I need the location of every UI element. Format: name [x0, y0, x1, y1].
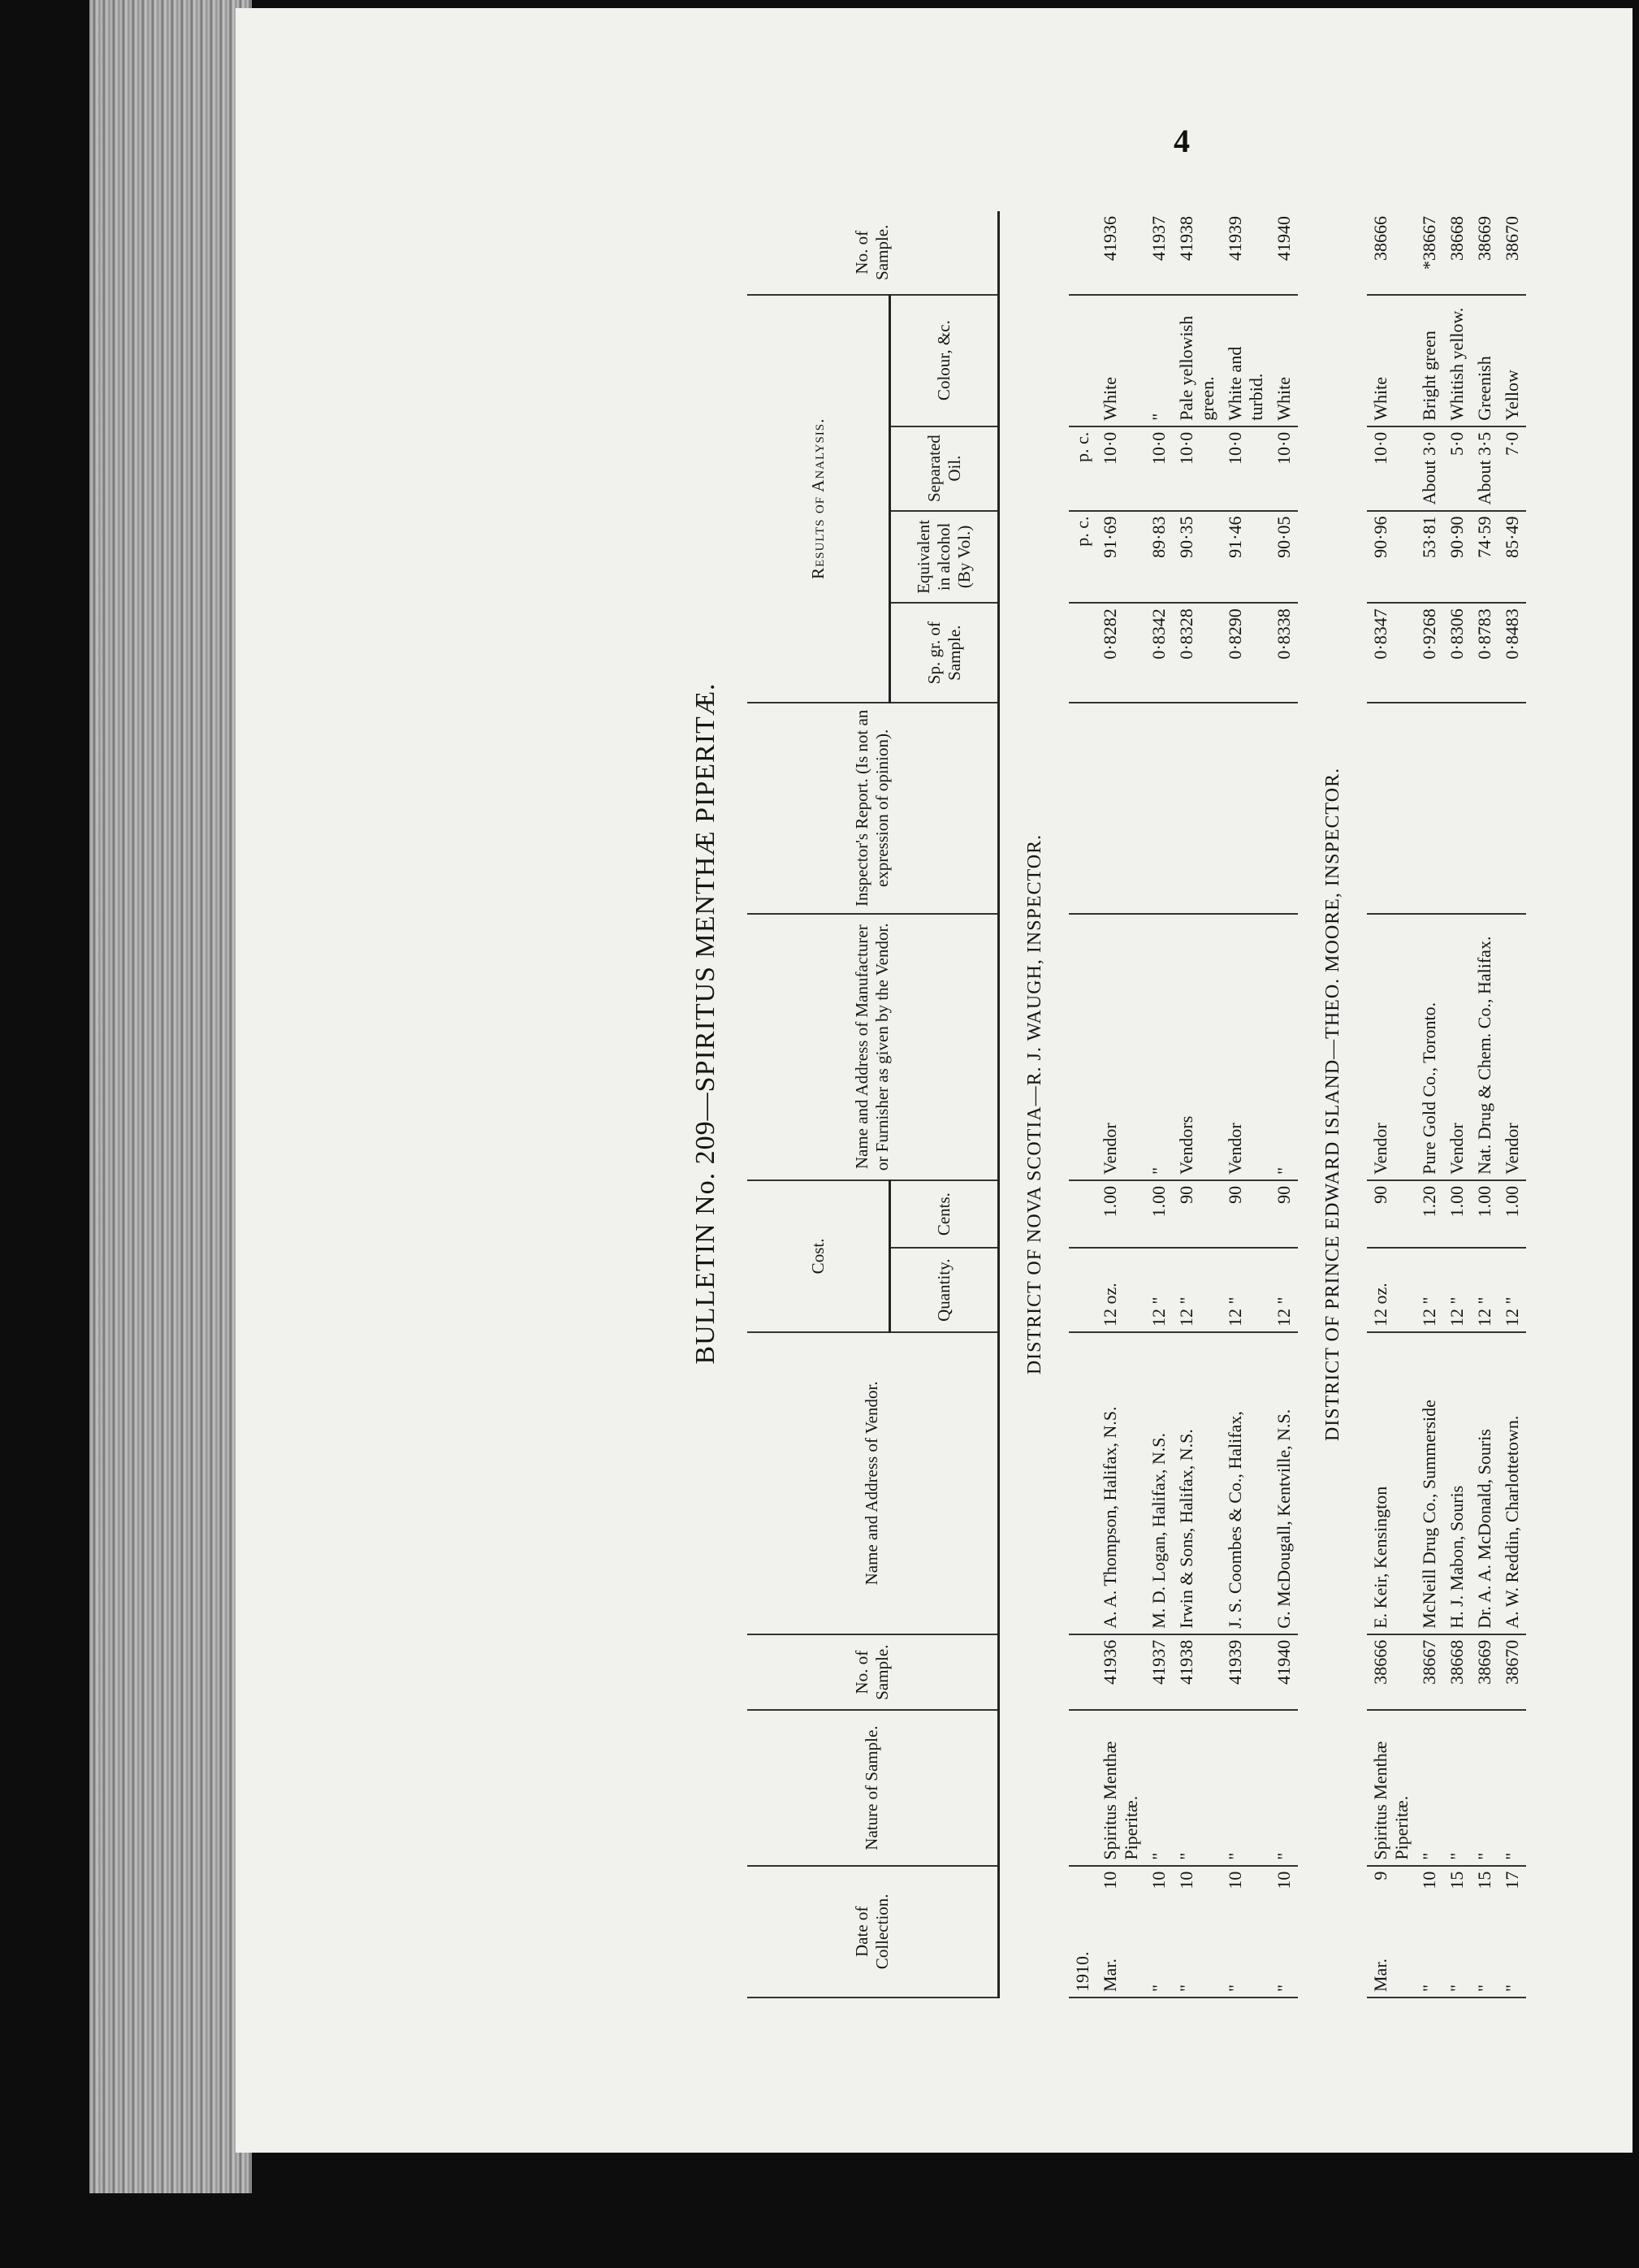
cell-alc: 90·96 — [1367, 511, 1416, 604]
cell-colour: Whitish yellow. — [1443, 295, 1471, 426]
cell-cents: 90 — [1222, 1180, 1270, 1249]
cell-alc: 85·49 — [1498, 511, 1526, 604]
cell-spgr: 0·8306 — [1443, 603, 1471, 703]
cell-mfr: Vendors — [1173, 914, 1222, 1180]
cell-spgr: 0·8783 — [1471, 603, 1498, 703]
cell-day: 15 — [1474, 1871, 1494, 1889]
cell-report — [1498, 703, 1526, 914]
cell-vendor: E. Keir, Kensington — [1367, 1332, 1416, 1634]
table-row — [1416, 211, 1443, 1997]
cell-no: 41940 — [1270, 1634, 1298, 1711]
cell-no2: 41936 — [1096, 211, 1145, 295]
cell-month: Mar. — [1370, 1959, 1390, 1992]
table-row — [1498, 211, 1526, 1997]
cell-vendor: McNeill Drug Co., Summerside — [1416, 1332, 1443, 1634]
cell-date — [1270, 1866, 1298, 1997]
cell-qty: 12 " — [1173, 1248, 1222, 1332]
cell-oil: 10·0 — [1222, 426, 1270, 511]
cell-no2: 38668 — [1443, 211, 1471, 295]
cell-spgr: 0·8282 — [1096, 603, 1145, 703]
cell-oil: 5·0 — [1443, 426, 1471, 511]
header-no-sample-right: No. of Sample. — [747, 211, 999, 295]
cell-date — [1145, 1866, 1173, 1997]
cell-date — [1498, 1866, 1526, 1997]
table-row — [1443, 211, 1471, 1997]
cell-nature: " — [1443, 1710, 1471, 1865]
cell-no2: 38669 — [1471, 211, 1498, 295]
table-row — [1471, 211, 1498, 1997]
cell-spgr: 0·8342 — [1145, 603, 1173, 703]
cell-cents: 90 — [1270, 1180, 1298, 1249]
cell-nature: " — [1471, 1710, 1498, 1865]
cell-colour: Bright green — [1416, 295, 1443, 426]
cell-date — [1367, 1866, 1416, 1997]
table-row — [1173, 211, 1222, 1997]
cell-date — [1173, 1866, 1222, 1997]
cell-report — [1443, 703, 1471, 914]
header-vendor: Name and Address of Vendor. — [747, 1332, 999, 1634]
cell-mfr: Vendor — [1367, 914, 1416, 1180]
cell-nature: " — [1222, 1710, 1270, 1865]
cell-mfr: " — [1145, 914, 1173, 1180]
cell-oil: 10·0 — [1173, 426, 1222, 511]
cell-colour: White — [1096, 295, 1145, 426]
cell-cents: 1.00 — [1443, 1180, 1471, 1249]
cell-day: 10 — [1225, 1871, 1245, 1889]
cell-cents: 90 — [1173, 1180, 1222, 1249]
cell-qty: 12 " — [1443, 1248, 1471, 1332]
cell-month: " — [1502, 1984, 1522, 1992]
cell-colour: White and turbid. — [1222, 295, 1270, 426]
header-sep-oil: Separated Oil. — [890, 426, 999, 511]
cell-colour: " — [1145, 295, 1173, 426]
cell-vendor: M. D. Logan, Halifax, N.S. — [1145, 1332, 1173, 1634]
cell-no: 41939 — [1222, 1634, 1270, 1711]
header-nature: Nature of Sample. — [747, 1710, 999, 1865]
table-row — [1270, 211, 1298, 1997]
cell-mfr: Nat. Drug & Chem. Co., Halifax. — [1471, 914, 1498, 1180]
header-manufacturer: Name and Address of Manufacturer or Furnisher as given by the Vendor. — [747, 914, 999, 1180]
cell-colour: Yellow — [1498, 295, 1526, 426]
cell-qty: 12 " — [1498, 1248, 1526, 1332]
cell-report — [1096, 703, 1145, 914]
book-page-edges — [89, 0, 252, 2193]
district-pei: DISTRICT OF PRINCE EDWARD ISLAND—THEO. MOORE, INSPECTOR. — [1322, 767, 1343, 1442]
cell-no: 41938 — [1173, 1634, 1222, 1711]
cell-no: 38668 — [1443, 1634, 1471, 1711]
header-results: Results of Analysis. — [747, 295, 890, 703]
cell-oil: 10·0 — [1145, 426, 1173, 511]
header-quantity: Quantity. — [890, 1248, 999, 1332]
cell-day: 17 — [1502, 1871, 1522, 1889]
cell-day: 10 — [1176, 1871, 1196, 1889]
cell-day: 9 — [1370, 1871, 1390, 1881]
cell-no2: 38670 — [1498, 211, 1526, 295]
pei-section — [1298, 211, 1526, 1997]
cell-nature: " — [1416, 1710, 1443, 1865]
cell-no: 38666 — [1367, 1634, 1416, 1711]
table-row — [1222, 211, 1270, 1997]
cell-vendor: J. S. Coombes & Co., Halifax, — [1222, 1332, 1270, 1634]
cell-oil: 10·0 — [1096, 426, 1145, 511]
book-page — [236, 8, 1633, 2153]
cell-report — [1222, 703, 1270, 914]
cell-oil: About 3·0 — [1416, 426, 1443, 511]
cell-day: 10 — [1274, 1871, 1294, 1889]
cell-no: 38670 — [1498, 1634, 1526, 1711]
nova-scotia-section — [999, 211, 1299, 1997]
cell-mfr: Vendor — [1498, 914, 1526, 1180]
cell-report — [1416, 703, 1443, 914]
cell-no: 41937 — [1145, 1634, 1173, 1711]
cell-qty: 12 oz. — [1096, 1248, 1145, 1332]
cell-spgr: 0·9268 — [1416, 603, 1443, 703]
cell-date — [1471, 1866, 1498, 1997]
cell-vendor: G. McDougall, Kentville, N.S. — [1270, 1332, 1298, 1634]
cell-alc: 90·05 — [1270, 511, 1298, 604]
cell-date — [1222, 1866, 1270, 1997]
header-cost: Cost. — [747, 1180, 890, 1332]
unit-pc-oil: p. c. — [1069, 426, 1096, 511]
rotated-bulletin — [690, 49, 1639, 1998]
cell-spgr: 0·8347 — [1367, 603, 1416, 703]
cell-mfr: " — [1270, 914, 1298, 1180]
cell-nature: " — [1498, 1710, 1526, 1865]
cell-no2: 38666 — [1367, 211, 1416, 295]
cell-report — [1145, 703, 1173, 914]
cell-month: " — [1474, 1984, 1494, 1992]
cell-spgr: 0·8338 — [1270, 603, 1298, 703]
cell-no2: 41939 — [1222, 211, 1270, 295]
cell-nature: Spiritus Menthæ Piperitæ. — [1096, 1710, 1145, 1865]
cell-date — [1416, 1866, 1443, 1997]
cell-month: " — [1274, 1984, 1294, 1992]
cell-month: Mar. — [1100, 1959, 1120, 1992]
cell-colour: Pale yellowish green. — [1173, 295, 1222, 426]
cell-cents: 1.00 — [1498, 1180, 1526, 1249]
table-row — [1145, 211, 1173, 1997]
cell-vendor: A. A. Thompson, Halifax, N.S. — [1096, 1332, 1145, 1634]
cell-qty: 12 " — [1471, 1248, 1498, 1332]
page-number: 4 — [1174, 123, 1190, 159]
cell-qty: 12 oz. — [1367, 1248, 1416, 1332]
cell-no: 38667 — [1416, 1634, 1443, 1711]
cell-no: 38669 — [1471, 1634, 1498, 1711]
cell-cents: 1.00 — [1145, 1180, 1173, 1249]
cell-colour: White — [1270, 295, 1298, 426]
cell-alc: 90·90 — [1443, 511, 1471, 604]
cell-alc: 74·59 — [1471, 511, 1498, 604]
cell-colour: Greenish — [1471, 295, 1498, 426]
cell-spgr: 0·8328 — [1173, 603, 1222, 703]
cell-qty: 12 " — [1270, 1248, 1298, 1332]
header-sp-gr: Sp. gr. of Sample. — [890, 603, 999, 703]
table-row — [1096, 211, 1145, 1997]
cell-nature: " — [1270, 1710, 1298, 1865]
cell-day: 10 — [1419, 1871, 1439, 1889]
cell-no2: 41938 — [1173, 211, 1222, 295]
cell-spgr: 0·8483 — [1498, 603, 1526, 703]
cell-no: 41936 — [1096, 1634, 1145, 1711]
cell-oil: 10·0 — [1270, 426, 1298, 511]
cell-colour: White — [1367, 295, 1416, 426]
cell-day: 15 — [1447, 1871, 1467, 1889]
year-label: 1910. — [1069, 1866, 1096, 1997]
cell-report — [1173, 703, 1222, 914]
cell-month: " — [1225, 1984, 1245, 1992]
cell-day: 10 — [1100, 1871, 1120, 1889]
cell-month: " — [1447, 1984, 1467, 1992]
cell-mfr: Vendor — [1096, 914, 1145, 1180]
cell-report — [1367, 703, 1416, 914]
cell-vendor: Irwin & Sons, Halifax, N.S. — [1173, 1332, 1222, 1634]
cell-no2: 41940 — [1270, 211, 1298, 295]
cell-alc: 91·69 — [1096, 511, 1145, 604]
cell-vendor: H. J. Mabon, Souris — [1443, 1332, 1471, 1634]
district-nova-scotia: DISTRICT OF NOVA SCOTIA—R. J. WAUGH, INSPECTOR. — [1024, 833, 1045, 1375]
bulletin-title: BULLETIN No. 209—SPIRITUS MENTHÆ PIPERITÆ. — [690, 682, 720, 1365]
unit-pc-alcohol: p. c. — [1069, 511, 1096, 604]
cell-alc: 53·81 — [1416, 511, 1443, 604]
cell-qty: 12 " — [1145, 1248, 1173, 1332]
cell-vendor: A. W. Reddin, Charlottetown. — [1498, 1332, 1526, 1634]
cell-nature: Spiritus Menthæ Piperitæ. — [1367, 1710, 1416, 1865]
cell-day: 10 — [1148, 1871, 1169, 1889]
cell-mfr: Pure Gold Co., Toronto. — [1416, 914, 1443, 1180]
header-inspector-report: Inspector's Report. (Is not an expression of opinion). — [747, 703, 999, 914]
cell-report — [1270, 703, 1298, 914]
cell-mfr: Vendor — [1443, 914, 1471, 1180]
cell-cents: 90 — [1367, 1180, 1416, 1249]
cell-no2: *38667 — [1416, 211, 1443, 295]
header-colour: Colour, &c. — [890, 295, 999, 426]
cell-cents: 1.00 — [1471, 1180, 1498, 1249]
cell-alc: 89·83 — [1145, 511, 1173, 604]
cell-oil: About 3·5 — [1471, 426, 1498, 511]
cell-mfr: Vendor — [1222, 914, 1270, 1180]
table-row — [1367, 211, 1416, 1997]
cell-cents: 1.20 — [1416, 1180, 1443, 1249]
analysis-table — [747, 211, 1526, 1998]
cell-alc: 90·35 — [1173, 511, 1222, 604]
cell-qty: 12 " — [1416, 1248, 1443, 1332]
cell-spgr: 0·8290 — [1222, 603, 1270, 703]
cell-date — [1443, 1866, 1471, 1997]
cell-alc: 91·46 — [1222, 511, 1270, 604]
header-equiv-alcohol: Equivalent in alcohol (By Vol.) — [890, 511, 999, 604]
cell-report — [1471, 703, 1498, 914]
cell-oil: 7·0 — [1498, 426, 1526, 511]
cell-oil: 10·0 — [1367, 426, 1416, 511]
header-date: Date of Collection. — [747, 1866, 999, 1997]
cell-no2: 41937 — [1145, 211, 1173, 295]
cell-nature: " — [1173, 1710, 1222, 1865]
cell-date — [1096, 1866, 1145, 1997]
header-no-sample: No. of Sample. — [747, 1634, 999, 1711]
cell-month: " — [1419, 1984, 1439, 1992]
cell-vendor: Dr. A. A. McDonald, Souris — [1471, 1332, 1498, 1634]
cell-month: " — [1176, 1984, 1196, 1992]
cell-qty: 12 " — [1222, 1248, 1270, 1332]
cell-month: " — [1148, 1984, 1169, 1992]
cell-nature: " — [1145, 1710, 1173, 1865]
cell-cents: 1.00 — [1096, 1180, 1145, 1249]
header-cents: Cents. — [890, 1180, 999, 1249]
